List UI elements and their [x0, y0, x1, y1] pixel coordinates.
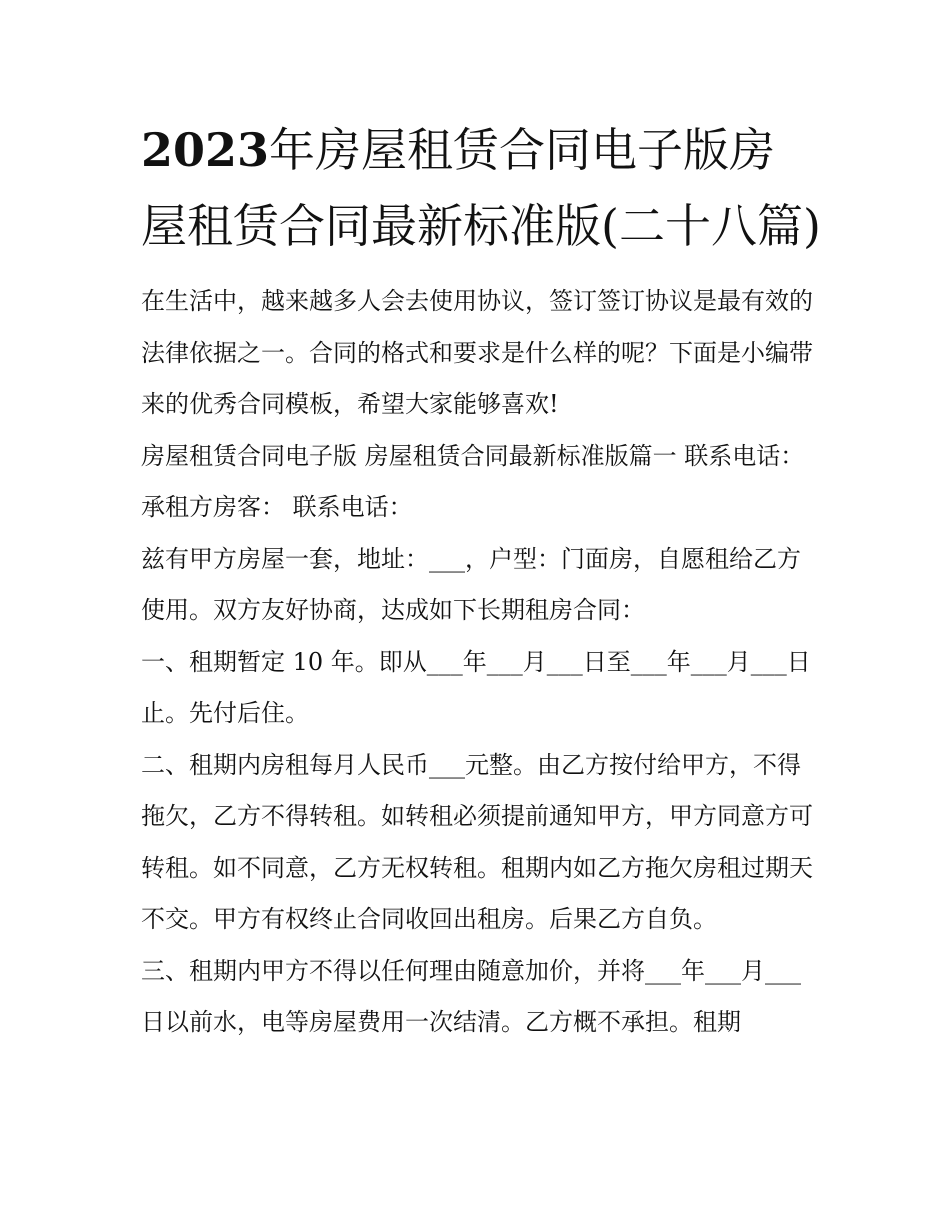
paragraph-contact: 房屋租赁合同电子版 房屋租赁合同最新标准版篇一 联系电话： 承租方房客： 联系电话：	[141, 441, 805, 521]
paragraph-premises: 兹有甲方房屋一套，地址：___，户型：门面房，自愿租给乙方使用。双方友好协商，达成如下长期租房合同：	[141, 544, 801, 624]
title-text: 年房屋租赁合同电子版房屋租赁合同最新标准版(二十八篇)	[141, 123, 821, 253]
paragraph-clause-1: 一、租期暂定 10 年。即从___年___月___日至___年___月___日止。先付后住。	[141, 647, 811, 727]
title-year: 2023	[141, 123, 270, 177]
document-body	[141, 112, 821, 1049]
paragraph-clause-3: 三、租期内甲方不得以任何理由随意加价，并将___年___月___日以前水，电等房屋费用一次结清。乙方概不承担。租期	[141, 956, 801, 1036]
paragraph-intro: 在生活中，越来越多人会去使用协议，签订签订协议是最有效的法律依据之一。合同的格式和要求是什么样的呢？下面是小编带来的优秀合同模板，希望大家能够喜欢!	[141, 287, 813, 418]
document-title	[141, 112, 821, 264]
paragraph-clause-2: 二、租期内房租每月人民币___元整。由乙方按付给甲方，不得拖欠，乙方不得转租。如转租必须提前通知甲方，甲方同意方可转租。如不同意，乙方无权转租。租期内如乙方拖欠房租过期天不交。甲方有权终止合同收回出租房。后果乙方自负。	[141, 750, 813, 933]
